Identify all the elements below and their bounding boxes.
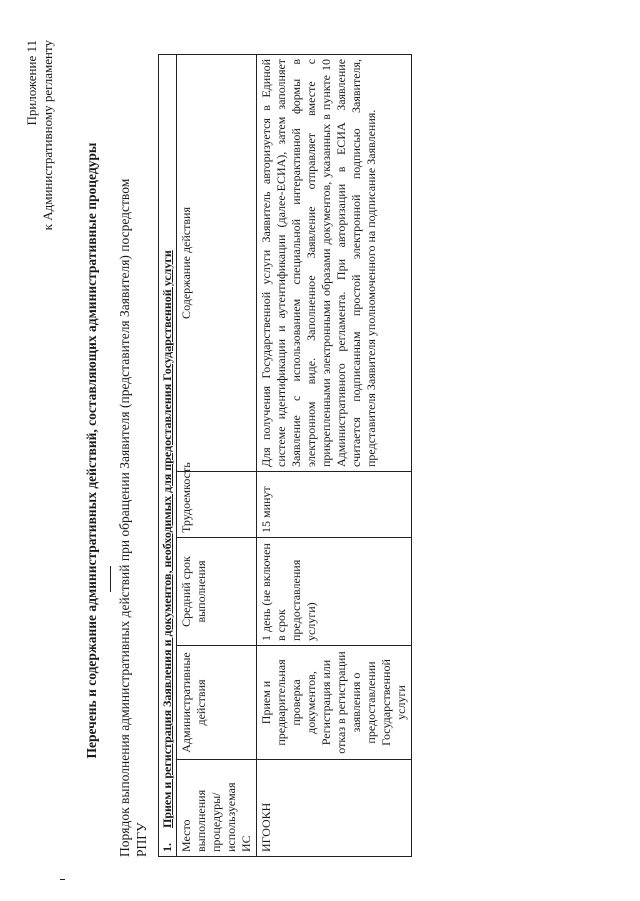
appendix-reference: к Административному регламенту xyxy=(40,40,55,231)
header-labor: Трудоемкость xyxy=(177,472,257,538)
cell-actions: Прием и предварительная проверка документов, Регистрация или отказ в регистрации заявления о предоставлении Государственной услуги xyxy=(257,646,412,760)
procedure-order xyxy=(116,42,150,857)
section-number: 1. xyxy=(160,843,174,852)
document-title: Перечень и содержание административных действий, составляющих административные процедуры xyxy=(84,142,99,759)
header-term: Средний срок выполнения xyxy=(177,538,257,646)
section-cell xyxy=(159,54,177,856)
cell-content: Для получения Государственной услуги Заявитель авторизуется в Единой системе идентификации и аутентификации (далее-ЕСИА), затем заполняет Заявление с использованием специальной интерактивной формы в электронном виде. Заполненное Заявление отправляет вместе с прикрепленными электронными образами документов, указанных в пункте 10 Административного регламента. При авторизации в ЕСИА Заявление считается подписанным простой электронной подписью Заявителя, представителя Заявителя уполномоченного на подписание Заявления. xyxy=(257,54,412,471)
header-actions: Административные действия xyxy=(177,646,257,760)
procedure-order-channel: РПГУ xyxy=(134,822,149,857)
procedure-order-line: Порядок выполнения административных действий при обращении Заявителя (представителя Заявителя) посредством xyxy=(117,178,132,857)
cell-labor: 15 минут xyxy=(257,472,412,538)
appendix-number: Приложение 11 xyxy=(24,40,39,126)
appendix-block xyxy=(24,40,56,230)
header-content: Содержание действия xyxy=(177,54,257,471)
section-title: Прием и регистрация Заявления и документов, необходимых для предоставления Государственной услуги xyxy=(160,250,174,828)
section-row xyxy=(159,54,177,856)
procedures-table xyxy=(158,54,412,857)
header-row xyxy=(177,54,257,856)
cell-place: ИГООКН xyxy=(257,760,412,857)
cell-term: 1 день (не включен в срок предоставления услуги) xyxy=(257,538,412,646)
header-place: Место выполнения процедуры/ используемая ИС xyxy=(177,760,257,857)
table-row xyxy=(257,54,412,856)
